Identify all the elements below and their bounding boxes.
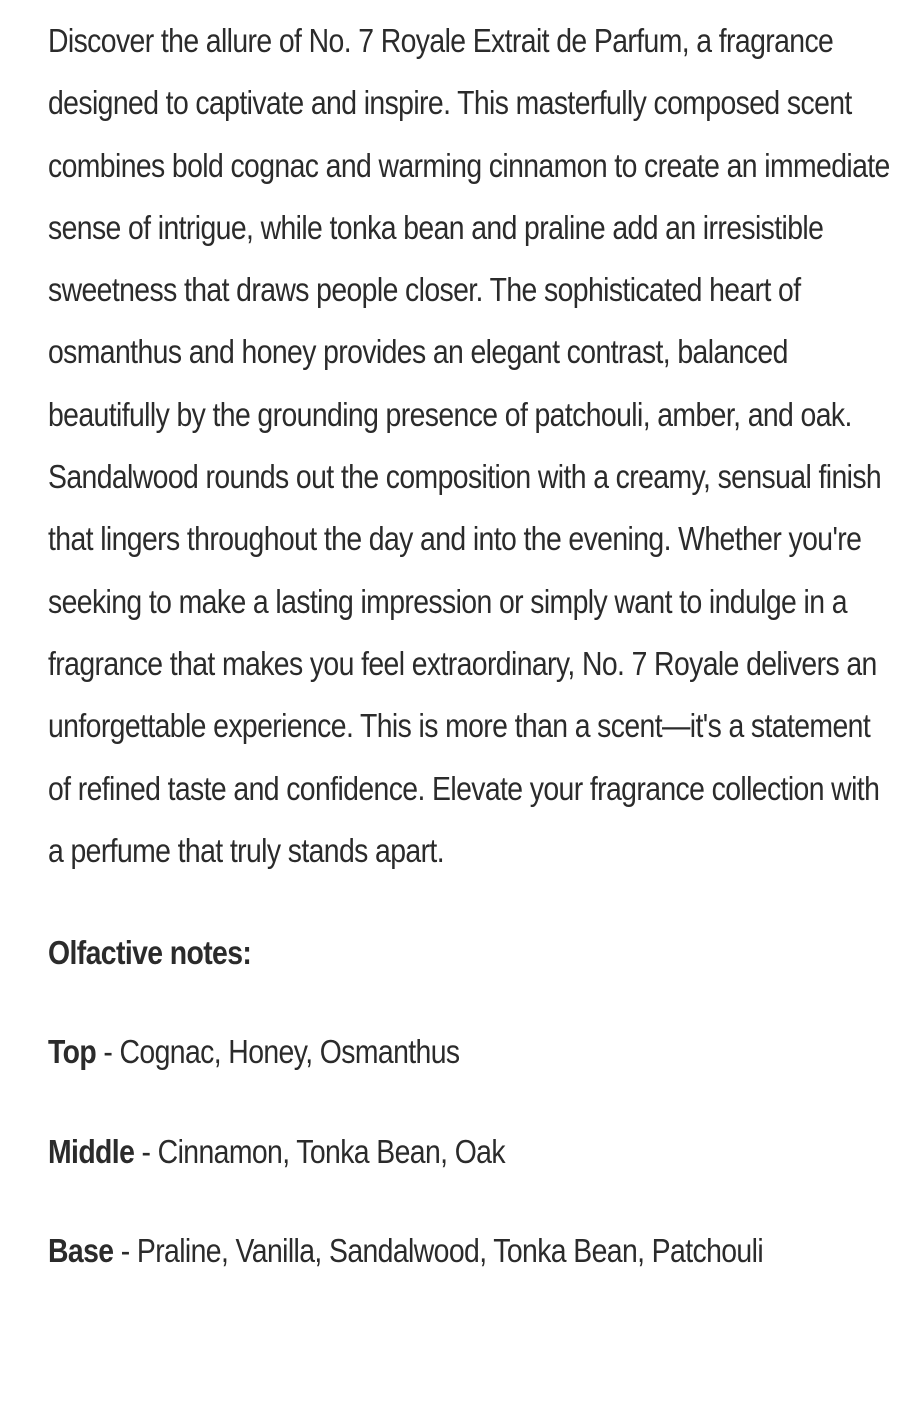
note-top-label: Top [48, 1033, 97, 1071]
product-description: Discover the allure of No. 7 Royale Extrait de Parfum, a fragrance designed to captivate and inspire. This masterfully composed scent combines bold cognac and warming cinnamon to create an immediate sense of intrigue, while tonka bean and praline add an irresistible sweetness that draws people closer. The sophisticated heart of osmanthus and honey provides an elegant contrast, balanced beautifully by the grounding presence of patchouli, amber, and oak. Sandalwood rounds out the composition with a creamy, sensual finish that lingers throughout the day and into the evening. Whether you're seeking to make a lasting impression or simply want to indulge in a fragrance that makes you feel extraordinary, No. 7 Royale delivers an unforgettable experience. This is more than a scent—it's a statement of refined taste and confidence. Elevate your fragrance collection with a perfume that truly stands apart. [48, 22, 890, 869]
note-middle-separator: - [134, 1132, 158, 1170]
note-base-separator: - [113, 1232, 137, 1270]
note-middle-label: Middle [48, 1132, 135, 1170]
olfactive-notes-heading: Olfactive notes: [48, 934, 252, 972]
note-base [48, 1220, 891, 1282]
note-middle [48, 1121, 891, 1183]
product-description-section [48, 10, 891, 1282]
note-top-separator: - [96, 1033, 120, 1071]
note-top [48, 1021, 891, 1083]
note-base-value: Praline, Vanilla, Sandalwood, Tonka Bean, Patchouli [136, 1232, 764, 1270]
note-base-label: Base [48, 1232, 114, 1270]
note-top-value: Cognac, Honey, Osmanthus [119, 1033, 460, 1071]
note-middle-value: Cinnamon, Tonka Bean, Oak [157, 1132, 505, 1170]
